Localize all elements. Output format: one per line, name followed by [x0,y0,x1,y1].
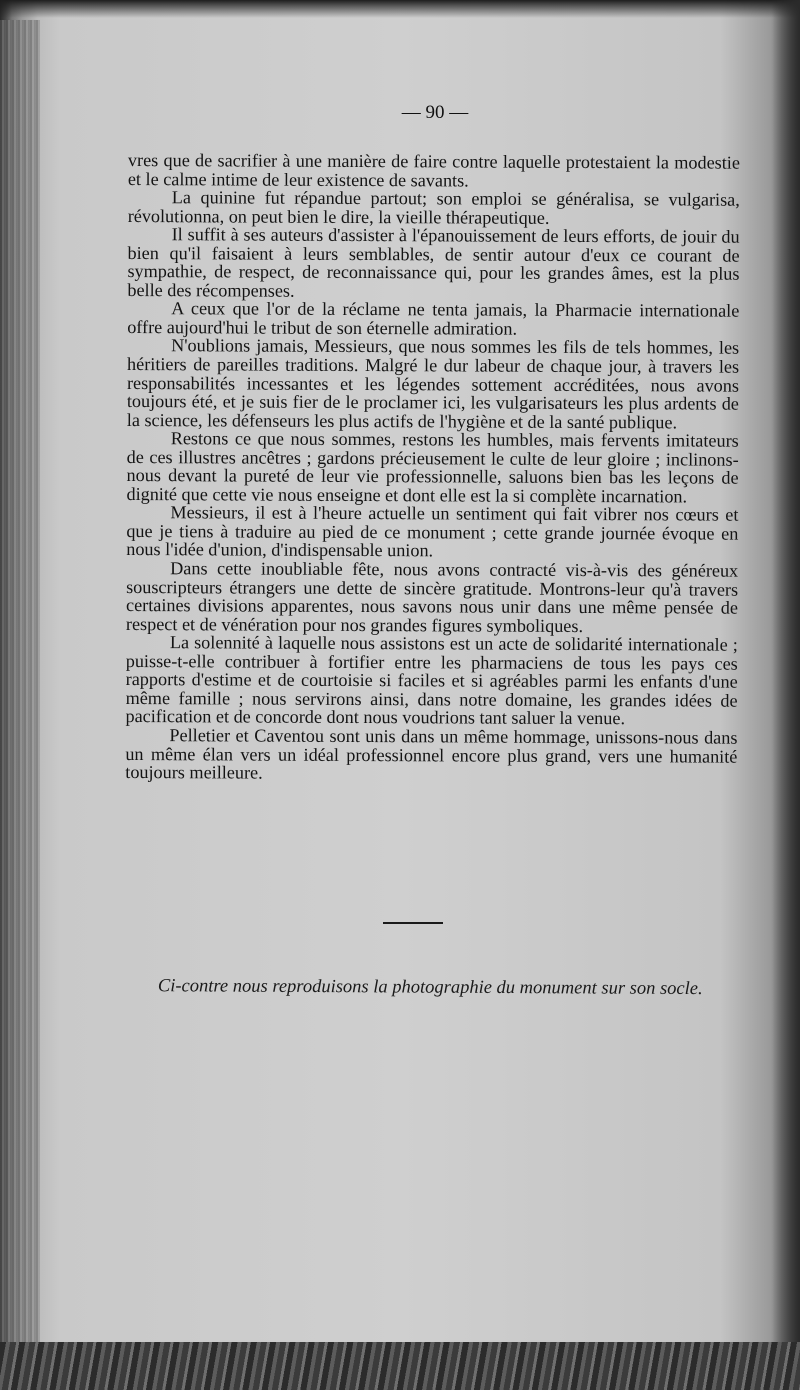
paragraph: N'oublions jamais, Messieurs, que nous sommes les fils de tels hommes, les héritiers de pareilles traditions. Malgré le dur labeur de chaque jour, à travers les responsabilités incessantes et les légendes sottement accréditées, nous avons toujours été, et je suis fier de le proclamer ici, les vulgarisateurs les plus ardents de la science, les défenseurs les plus actifs de l'hygiène et de la santé publique. [126,335,740,433]
body-text [125,151,740,784]
book-bottom-edge [0,1342,800,1390]
paragraph: vres que de sacrifier à une manière de faire contre laquelle protestaient la modestie et le calme intime de leur existence de savants. [127,150,740,191]
page-number: — 90 — [401,102,469,123]
right-shadow [772,0,800,1390]
paragraph: Restons ce que nous sommes, restons les humbles, mais fervents imitateurs de ces illustres ancêtres ; gardons précieusement le culte de leur gloire ; inclinons-nous devant la pureté de leur vie professionnelle, saluons bien bas les leçons de dignité que cette vie nous enseigne et dont elle est la si complète incarnation. [126,428,739,507]
photo-caption: Ci-contre nous reproduisons la photographie du monument sur son socle. [157,976,703,1000]
paragraph: Dans cette inoubliable fête, nous avons contracté vis-à-vis des généreux souscripteurs étrangers une dette de sincère gratitude. Montrons-leur qu'à travers certaines divisions apparentes, nous savons nous unir dans une même pensée de respect et de vénération pour nos grandes figures symboliques. [125,558,739,636]
top-shadow [0,0,800,18]
paragraph: Pelletier et Caventou sont unis dans un même hommage, unissons-nous dans un même élan vers un idéal professionnel encore plus grand, vers une humanité toujours meilleure. [125,725,738,783]
paragraph: La quinine fut répandue partout; son emploi se généralisa, se vulgarisa, révolutionna, on peut bien le dire, la vieille thérapeutique. [127,187,740,228]
paragraph: Messieurs, il est à l'heure actuelle un sentiment qui fait vibrer nos cœurs et que je tiens à traduire au pied de ce monument ; cette grande journée évoque en nous l'idée d'union, d'indispensable union. [126,502,739,561]
book-page-edges [0,20,40,1350]
paragraph: A ceux que l'or de la réclame ne tenta jamais, la Pharmacie internationale offre aujourd'hui le tribut de son éternelle admiration. [127,298,740,339]
paragraph: La solennité à laquelle nous assistons est un acte de solidarité internationale ; puisse-t-elle contribuer à fortifier entre les pharmaciens de tous les pays ces rapports d'estime et de courtoisie si faciles et si agréables parmi les enfants d'une même famille ; nous servirons ainsi, dans notre domaine, les grandes idées de pacification et de concorde dont nous voudrions tant saluer la venue. [125,632,738,729]
section-divider [383,922,443,924]
paragraph: Il suffit à ses auteurs d'assister à l'épanouissement de leurs efforts, de jouir du bien qu'il faisaient à leurs semblables, de sentir autour d'eux ce courant de sympathie, de respect, de reconnaissance qui, pour les grandes âmes, est la plus belle des récompenses. [127,224,740,301]
